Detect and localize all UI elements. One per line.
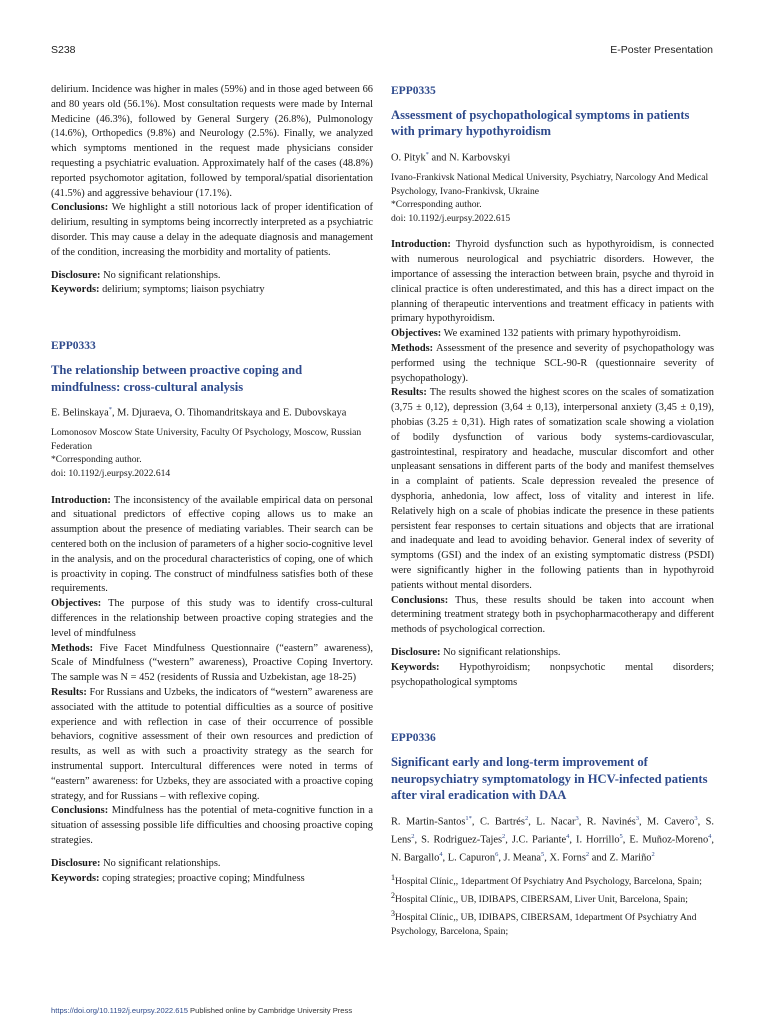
affiliation: Lomonosov Moscow State University, Faculty Of Psychology, Moscow, Russian Federation bbox=[51, 427, 362, 452]
disclosure-label: Disclosure: bbox=[391, 646, 441, 658]
author-name: L. Capuron bbox=[447, 852, 496, 864]
author-name: I. Horrillo bbox=[575, 834, 620, 846]
affiliation-3: Hospital Clínic,, UB, IDIBAPS, CIBERSAM, 1department Of Psychiatry And Psychology, Barcelona, Spain; bbox=[391, 912, 697, 937]
keywords-label: Keywords: bbox=[391, 661, 440, 673]
abstract-epp0336 bbox=[391, 730, 714, 938]
methods-label: Methods: bbox=[391, 343, 434, 355]
conclusions-text: Mindfulness has the potential of meta-cognitive function in a situation of assessing possible life difficulties and choosing proactive coping strategies. bbox=[51, 805, 373, 846]
keywords-line bbox=[51, 872, 373, 887]
page-number: S238 bbox=[51, 44, 76, 56]
abstract-title: Assessment of psychopathological symptoms in patients with primary hypothyroidism bbox=[391, 108, 690, 139]
author-affiliation-marker: 3 bbox=[635, 814, 639, 822]
author-names-rest: , M. Djuraeva, O. Tihomandritskaya and E. Dubovskaya bbox=[111, 407, 347, 419]
results-text: For Russians and Uzbeks, the indicators of “western” awareness are associated with the attitude to potential difficulties as a source of positive experience and with reflection in case of their occurrence of possible behaviors, cognitive assessment of their own resources and prediction of results, as well as with such a proactivity strategy as the search for instrumental support. Intercultural differences were noted in terms of “eastern” awareness: for Uzbeks, they are associated with a proactive coping strategy, and for Russians – with reflexive coping. bbox=[51, 686, 373, 802]
author-separator: , bbox=[471, 816, 480, 828]
results-label: Results: bbox=[391, 387, 427, 399]
affiliation-2: Hospital Clínic,, UB, IDIBAPS, CIBERSAM, Liver Unit, Barcelona, Spain; bbox=[395, 894, 688, 906]
disclosure-label: Disclosure: bbox=[51, 857, 101, 869]
conclusions-paragraph bbox=[391, 594, 714, 638]
disclosure-line bbox=[51, 269, 373, 284]
disclosure-line bbox=[391, 646, 714, 661]
abstract-epp0335 bbox=[391, 83, 714, 690]
author-name: C. Bartrés bbox=[479, 816, 525, 828]
author-name: Z. Mariño bbox=[609, 852, 652, 864]
author-affiliation-marker: 2 bbox=[524, 814, 529, 822]
author-separator: , bbox=[569, 834, 576, 846]
author-name: E. Belinskaya bbox=[51, 407, 109, 419]
author-separator: , bbox=[505, 834, 512, 846]
page-footer bbox=[51, 1006, 352, 1015]
affiliation-marker: 3 bbox=[391, 908, 395, 918]
disclosure-line bbox=[51, 857, 373, 872]
keywords-text: delirium; symptoms; liaison psychiatry bbox=[102, 284, 265, 296]
keywords-text: Hypothyroidism; nonpsychotic mental disorders; psychopathological symptoms bbox=[391, 661, 714, 688]
section-title: E-Poster Presentation bbox=[610, 44, 713, 56]
keywords-text: coping strategies; proactive coping; Mindfulness bbox=[102, 872, 305, 884]
continued-paragraph: delirium. Incidence was higher in males (59%) and in those aged between 66 and 80 years old (56.1%). Most consultation requests were made by Internal Medicine (46.3%), followed by General Surgery (26.8%), Pulmonology (14.6%), Orthopedics (9.8%) and Neurology (2.5%). Finally, we analyzed which symptoms mentioned in the request made physicians consider requesting a psychiatric evaluation. Approximately half of the cases (48.8%) reported psychomotor agitation, followed by temporal/spatial disorientation (41.5%) and aggressive behaviour (17.1%). bbox=[51, 84, 373, 199]
introduction-label: Introduction: bbox=[391, 239, 451, 251]
results-paragraph bbox=[51, 686, 373, 804]
keywords-line bbox=[51, 283, 373, 298]
abstract-epp0333 bbox=[51, 338, 373, 886]
corresponding-author: *Corresponding author. bbox=[51, 454, 142, 466]
author-affiliation-marker: 4 bbox=[566, 832, 570, 840]
author-separator: , bbox=[498, 852, 504, 864]
results-text: The results showed the highest scores on the scales of somatization (3,75 ± 0,12), depression (3,64 ± 0,13), interpersonal anxiety (3,45 ± 0,19), phobias (3.25 ± 0,31). High rates of somatization scale showing a violation of bodily dysfunction of various body systems-cardiovascular, gastrointestinal, respiratory and headache, muscular discomfort and other unpleasant sensations in different parts of the body and manifest themselves in a complaint of patients. Scale depression revealed the presence of dysphoria, anhedonia, low affect, loss of vitality and interest in life. Relatively high on a scale of phobias indicate the presence in these patients persistent fear responses to certain situations and objects that are irrational and inadequate and lead to avoiding behavior. General index of severity of symptoms (GSI) and the index of an existing symptomatic distress (PSDI) were significantly higher in the following patients than in hypothyroid patients without mental disorders. bbox=[391, 387, 714, 591]
abstract-code: EPP0335 bbox=[391, 85, 436, 97]
author-separator: , bbox=[528, 816, 537, 828]
author-name: S. Rodriguez-Tajes bbox=[421, 834, 502, 846]
author-name: X. Forns bbox=[549, 852, 586, 864]
author-affiliation-marker: 5 bbox=[619, 832, 623, 840]
methods-label: Methods: bbox=[51, 642, 94, 654]
disclosure-text: No significant relationships. bbox=[103, 857, 221, 869]
objectives-paragraph bbox=[391, 327, 714, 342]
author-separator: , bbox=[622, 834, 630, 846]
abstract-title: Significant early and long-term improvement of neuropsychiatry symptomatology in HCV-infected patients after viral eradication with DAA bbox=[391, 755, 708, 803]
author-name: O. Pityk bbox=[391, 152, 426, 164]
page-header bbox=[51, 44, 713, 58]
introduction-label: Introduction: bbox=[51, 494, 111, 506]
results-label: Results: bbox=[51, 686, 87, 698]
conclusions-label: Conclusions: bbox=[51, 805, 109, 817]
author-name: L. Nacar bbox=[536, 816, 576, 828]
author-name: N. Bargallo bbox=[391, 852, 440, 864]
affiliation-1: Hospital Clínic,, 1department Of Psychiatry And Psychology, Barcelona, Spain; bbox=[395, 876, 702, 888]
methods-paragraph bbox=[51, 642, 373, 686]
doi[interactable]: doi: 10.1192/j.eurpsy.2022.615 bbox=[391, 212, 511, 224]
author-separator: , bbox=[711, 834, 715, 846]
author-name: E. Muñoz-Moreno bbox=[629, 834, 709, 846]
author-name: R. Navinés bbox=[586, 816, 636, 828]
author-affiliation-marker: 3 bbox=[575, 814, 579, 822]
left-column bbox=[51, 83, 373, 886]
author-affiliation-marker: 2 bbox=[585, 851, 590, 859]
author-affiliation-marker: 6 bbox=[495, 851, 499, 859]
author-name: M. Cavero bbox=[647, 816, 695, 828]
author-name: S. Lens bbox=[391, 816, 715, 846]
author-affiliation-marker: 2 bbox=[502, 832, 506, 840]
author-list bbox=[51, 403, 373, 421]
affiliation-marker: 2 bbox=[391, 891, 395, 901]
author-list bbox=[391, 148, 714, 166]
doi[interactable]: doi: 10.1192/j.eurpsy.2022.614 bbox=[51, 468, 171, 480]
conclusions-paragraph bbox=[51, 804, 373, 848]
abstract-title: The relationship between proactive coping and mindfulness: cross-cultural analysis bbox=[51, 363, 303, 394]
introduction-text: The inconsistency of the available empirical data on personal and situational predictors of effective coping allows us to make an assumption about the presence of mediating variables. Their search can be centered both on the inclusion of parameters of a higher socio-cognitive level in the analysis, and on the procedural characteristics of coping, one of which is proactivity in coping. The construct of mindfulness satisfies both of these requirements. bbox=[51, 494, 373, 595]
author-separator: , bbox=[544, 852, 550, 864]
disclosure-text: No significant relationships. bbox=[443, 646, 561, 658]
author-name: R. Martin-Santos bbox=[391, 816, 466, 828]
disclosure-text: No significant relationships. bbox=[103, 269, 221, 281]
objectives-label: Objectives: bbox=[51, 598, 102, 610]
author-affiliation-marker: 5 bbox=[541, 851, 545, 859]
author-separator: , bbox=[414, 834, 422, 846]
objectives-text: We examined 132 patients with primary hypothyroidism. bbox=[443, 328, 681, 340]
conclusions-label: Conclusions: bbox=[391, 594, 449, 606]
objectives-label: Objectives: bbox=[391, 328, 442, 340]
introduction-paragraph bbox=[391, 238, 714, 327]
objectives-text: The purpose of this study was to identify cross-cultural differences in the relationship between proactive coping strategies and the level of mindfulness bbox=[51, 598, 373, 639]
abstract-code: EPP0333 bbox=[51, 340, 96, 353]
author-name: J. Meana bbox=[503, 852, 542, 864]
methods-text: Assessment of the presence and severity of psychopathology was performed using the technique SCL-90-R (questionnaire severity of psychopathology). bbox=[391, 343, 714, 384]
author-affiliation-marker: 4 bbox=[708, 832, 712, 840]
keywords-label: Keywords: bbox=[51, 284, 100, 296]
conclusions-label: Conclusions: bbox=[51, 202, 109, 214]
conclusions-text: Thus, these results should be taken into account when determining treatment strategy both in psychopharmacotherapy and different methods of psychological correction. bbox=[391, 594, 714, 636]
author-separator: , bbox=[639, 816, 648, 828]
keywords-line bbox=[391, 661, 714, 691]
publisher-note: Published online by Cambridge University Press bbox=[187, 1006, 353, 1015]
introduction-paragraph bbox=[51, 494, 373, 598]
affiliations bbox=[391, 871, 714, 938]
author-separator: , bbox=[442, 852, 448, 864]
introduction-text: Thyroid dysfunction such as hypothyroidism, is connected with numerous neurological and psychiatric disorders. However, the importance of assessing the interaction between brain, psyche and thyroid in clinical practice is often underestimated, and this has a direct impact on the planning of therapeutic interventions and treatment efficacy in patients with primary hypothyroidism. bbox=[391, 239, 714, 325]
author-affiliation-marker: 1* bbox=[465, 814, 472, 822]
author-separator: , bbox=[697, 816, 706, 828]
author-name: J.C. Pariante bbox=[511, 834, 567, 846]
author-separator: , bbox=[578, 816, 587, 828]
results-paragraph bbox=[391, 386, 714, 593]
disclosure-label: Disclosure: bbox=[51, 269, 101, 281]
corresponding-author: *Corresponding author. bbox=[391, 199, 482, 211]
author-list bbox=[391, 812, 714, 867]
author-affiliation-marker: 2 bbox=[411, 832, 415, 840]
right-column bbox=[391, 83, 714, 938]
corresponding-mark: * bbox=[108, 405, 112, 413]
doi-link[interactable]: https://doi.org/10.1192/j.eurpsy.2022.615 bbox=[51, 1006, 188, 1015]
author-affiliation-marker: 3 bbox=[694, 814, 698, 822]
abstract-code: EPP0336 bbox=[391, 732, 436, 745]
author-affiliation-marker: 4 bbox=[439, 851, 443, 859]
corresponding-mark: * bbox=[425, 150, 429, 158]
methods-paragraph bbox=[391, 342, 714, 386]
methods-text: Five Facet Mindfulness Questionnaire (“eastern” awareness), Scale of Mindfulness (“western” awareness), Proactive Coping Invertory. The sample was N = 452 (residents of Russia and Uzbekistan, age 18-25) bbox=[51, 642, 373, 684]
objectives-paragraph bbox=[51, 597, 373, 641]
author-separator: and bbox=[589, 852, 610, 864]
conclusions-text: We highlight a still notorious lack of proper identification of delirium, resulting in symptoms being incorrectly interpreted as a psychiatric disorder. This may cause a delay in the adequate diagnosis and management of the condition, increasing the morbidity and mortality of patients. bbox=[51, 202, 373, 258]
author-affiliation-marker: 2 bbox=[651, 851, 655, 859]
keywords-label: Keywords: bbox=[51, 872, 100, 884]
author-names-rest: and N. Karbovskyi bbox=[428, 152, 511, 164]
conclusions-paragraph bbox=[51, 201, 373, 260]
affiliation: Ivano-Frankivsk National Medical University, Psychiatry, Narcology And Medical Psychology, Ivano-Frankivsk, Ukraine bbox=[391, 172, 709, 197]
affiliation-marker: 1 bbox=[391, 873, 395, 883]
